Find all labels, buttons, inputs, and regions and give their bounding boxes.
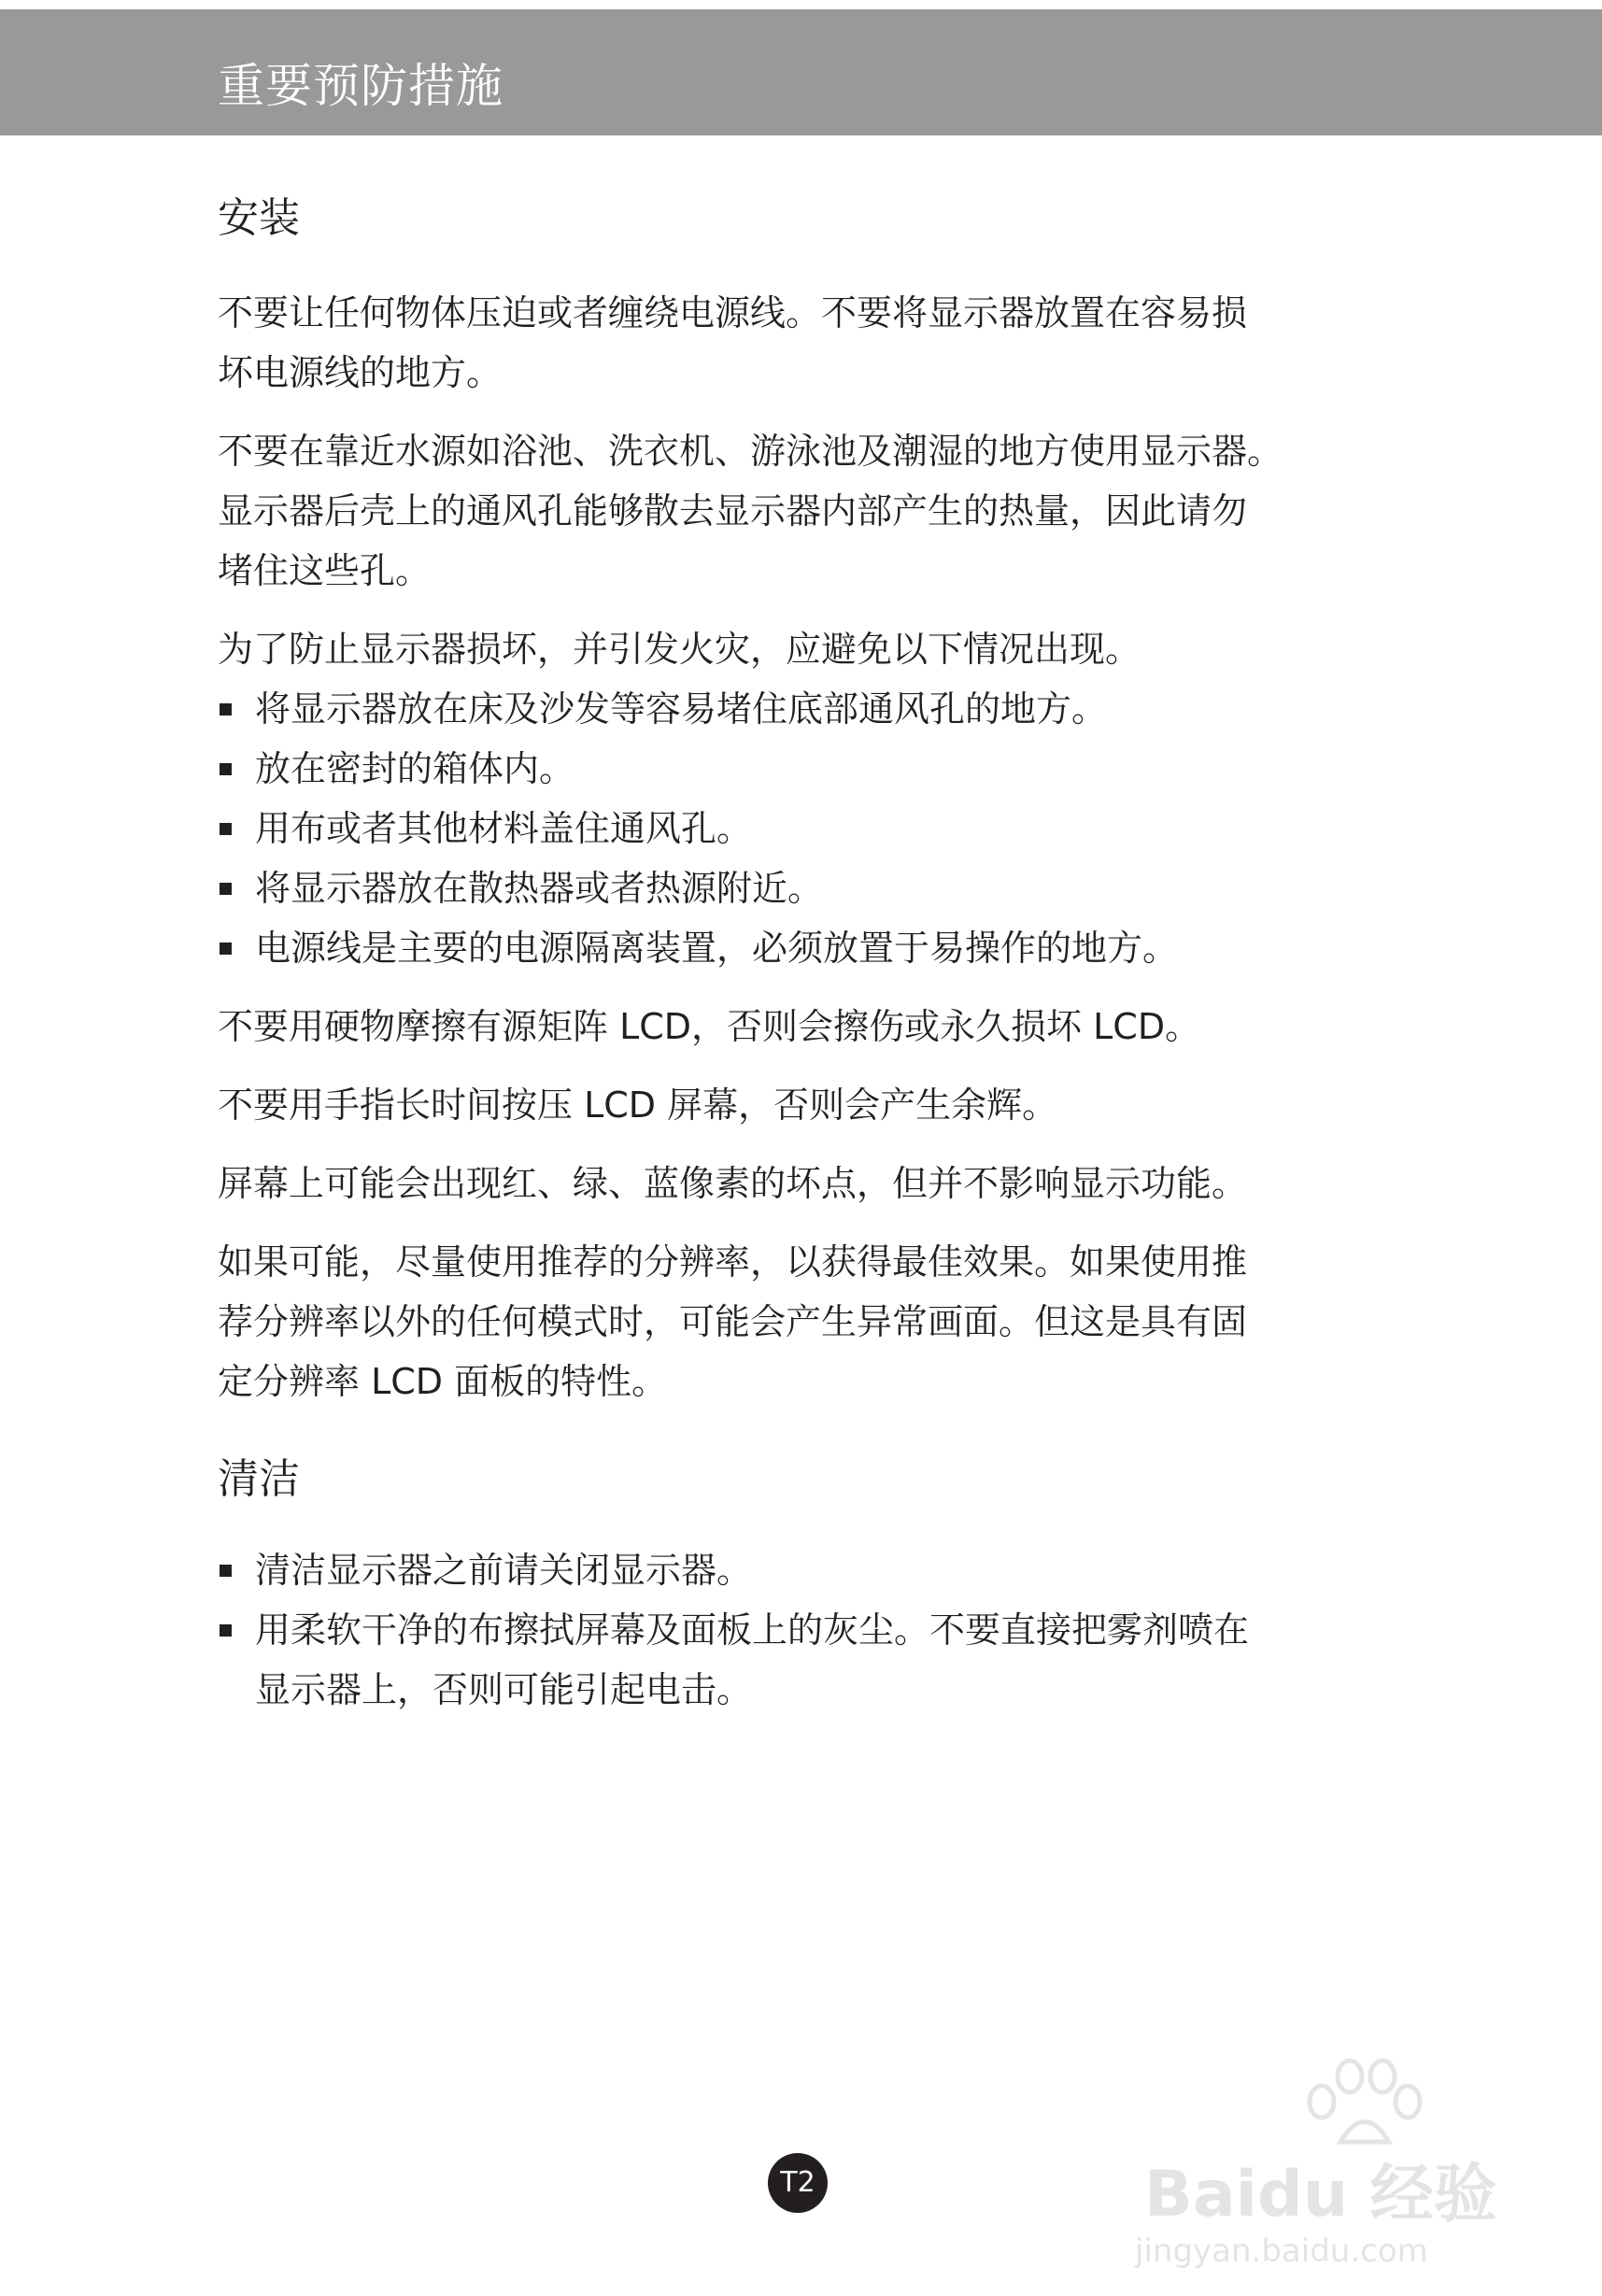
bullet-square-icon xyxy=(220,703,232,716)
bullet-square-icon xyxy=(220,823,232,835)
text-line: 不要在靠近水源如浴池、洗衣机、游泳池及潮湿的地方使用显示器。 xyxy=(218,431,1283,472)
bullet-square-icon xyxy=(220,942,232,955)
cleaning-bullet-list xyxy=(218,1540,1432,1720)
list-item-text: 显示器上，否则可能引起电击。 xyxy=(255,1669,753,1710)
list-item-text: 用柔软干净的布擦拭屏幕及面板上的灰尘。不要直接把雾剂喷在 xyxy=(255,1609,1250,1651)
list-item xyxy=(218,1540,1432,1600)
text-line: 荐分辨率以外的任何模式时，可能会产生异常画面。但这是具有固 xyxy=(218,1301,1248,1342)
section-heading-install: 安装 xyxy=(218,194,300,242)
list-item-text: 放在密封的箱体内。 xyxy=(255,748,575,789)
list-item xyxy=(218,918,1432,978)
paragraph-resolution xyxy=(218,1232,1432,1411)
paragraph-power-cord xyxy=(218,283,1432,403)
list-item-text: 清洁显示器之前请关闭显示器。 xyxy=(255,1550,753,1591)
bullet-square-icon xyxy=(220,1624,232,1637)
list-item xyxy=(218,739,1432,799)
watermark-brand: Baidu 经验 xyxy=(1144,2158,1497,2232)
list-item xyxy=(218,1600,1432,1720)
bullet-square-icon xyxy=(220,763,232,775)
paragraph-dead-pixels xyxy=(218,1154,1432,1213)
paragraph-lcd-scratch xyxy=(218,997,1432,1056)
list-item-text: 将显示器放在床及沙发等容易堵住底部通风孔的地方。 xyxy=(255,688,1108,730)
list-item xyxy=(218,679,1432,739)
list-item-text: 将显示器放在散热器或者热源附近。 xyxy=(255,868,824,909)
text-line: 为了防止显示器损坏，并引发火灾，应避免以下情况出现。 xyxy=(218,629,1141,670)
list-item xyxy=(218,858,1432,918)
text-line: 不要用手指长时间按压 LCD 屏幕，否则会产生余辉。 xyxy=(218,1084,1058,1126)
list-item xyxy=(218,799,1432,858)
page-title: 重要预防措施 xyxy=(218,59,503,113)
text-line: 不要用硬物摩擦有源矩阵 LCD，否则会擦伤或永久损坏 LCD。 xyxy=(218,1006,1201,1047)
text-line: 显示器后壳上的通风孔能够散去显示器内部产生的热量，因此请勿 xyxy=(218,490,1248,531)
text-line: 定分辨率 LCD 面板的特性。 xyxy=(218,1361,668,1402)
text-line: 堵住这些孔。 xyxy=(218,550,432,591)
bullet-square-icon xyxy=(220,883,232,895)
content xyxy=(218,191,1432,1738)
paragraph-lcd-press xyxy=(218,1075,1432,1135)
text-line: 如果可能，尽量使用推荐的分辨率，以获得最佳效果。如果使用推 xyxy=(218,1241,1248,1283)
section-heading-cleaning: 清洁 xyxy=(218,1455,300,1503)
text-line: 坏电源线的地方。 xyxy=(218,352,503,393)
list-item-text: 电源线是主要的电源隔离装置，必须放置于易操作的地方。 xyxy=(255,928,1179,969)
page-number: T2 xyxy=(768,2153,828,2213)
bullet-square-icon xyxy=(220,1565,232,1577)
watermark-url: jingyan.baidu.com xyxy=(1135,2232,1428,2270)
paw-print-icon xyxy=(1294,2050,1434,2153)
text-line: 屏幕上可能会出现红、绿、蓝像素的坏点，但并不影响显示功能。 xyxy=(218,1163,1248,1204)
list-item-text: 用布或者其他材料盖住通风孔。 xyxy=(255,808,753,849)
install-bullet-list xyxy=(218,679,1432,978)
text-line: 不要让任何物体压迫或者缠绕电源线。不要将显示器放置在容易损 xyxy=(218,292,1248,333)
paragraph-fire-prevention xyxy=(218,619,1432,679)
paragraph-water-vents xyxy=(218,421,1432,601)
baidu-watermark xyxy=(1135,2050,1527,2284)
